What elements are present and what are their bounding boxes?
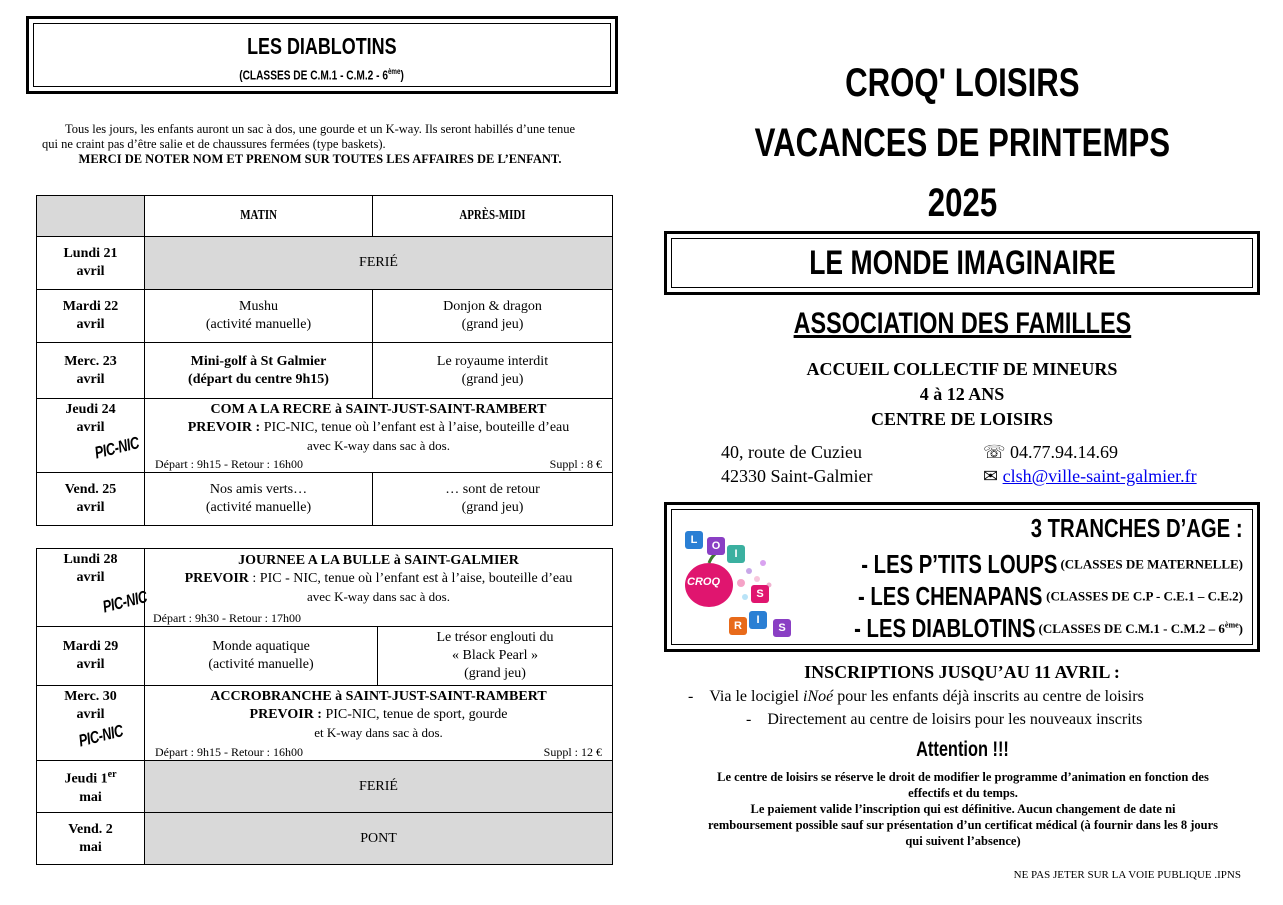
day-label: Vend. 25 avril xyxy=(37,473,145,526)
table-row xyxy=(37,473,613,526)
schedule-week-1 xyxy=(36,195,613,526)
table-row xyxy=(37,549,613,627)
email-link[interactable]: clsh@ville-saint-galmier.fr xyxy=(1002,466,1197,486)
logo-letter: L xyxy=(685,531,703,549)
logo-letter: S xyxy=(751,585,769,603)
morning-activity: Nos amis verts… (activité manuelle) xyxy=(145,473,373,526)
logo-letter: R xyxy=(729,617,747,635)
schedule-week-2 xyxy=(36,548,613,865)
logo-letter: S xyxy=(773,619,791,637)
outing-cell: ACCROBRANCHE à SAINT-JUST-SAINT-RAMBERT PREVOIR : PIC-NIC, tenue de sport, gourde et K-way dans sac à dos. Départ : 9h15 - Retour : 16h00 Suppl : 12 € xyxy=(145,686,613,761)
mail-icon: ✉ xyxy=(983,466,999,486)
afternoon-activity: Donjon & dragon (grand jeu) xyxy=(373,290,613,343)
morning-activity: Monde aquatique (activité manuelle) xyxy=(145,627,378,686)
day-label: Vend. 2 mai xyxy=(37,813,145,865)
afternoon-activity: … sont de retour (grand jeu) xyxy=(373,473,613,526)
diablotins-subtitle: (CLASSES DE C.M.1 - C.M.2 - 6ème) xyxy=(239,66,405,82)
day-label: Merc. 23 avril xyxy=(37,343,145,399)
table-row xyxy=(37,813,613,865)
footer-note: NE PAS JETER SUR LA VOIE PUBLIQUE .IPNS xyxy=(1013,869,1241,881)
day-label: Mardi 29 avril xyxy=(37,627,145,686)
day-label: Merc. 30 avril PIC-NIC xyxy=(37,686,145,761)
picnic-stamp: PIC-NIC xyxy=(92,433,141,463)
logo-letter: O xyxy=(707,537,725,555)
bridge-day-cell: PONT xyxy=(145,813,613,865)
day-label: Lundi 28 avril PIC-NIC xyxy=(37,549,145,627)
table-row xyxy=(37,237,613,290)
age-group-2: - LES CHENAPANS (CLASSES DE C.P - C.E.1 – C.E.2) xyxy=(858,581,1243,611)
day-label: Jeudi 1er mai xyxy=(37,761,145,813)
afternoon-activity: Le royaume interdit (grand jeu) xyxy=(373,343,613,399)
logo-word: CROQ xyxy=(687,576,720,588)
contact xyxy=(983,440,1197,488)
day-label: Lundi 21 avril xyxy=(37,237,145,290)
header-matin: MATIN xyxy=(145,196,373,237)
association-title: ASSOCIATION DES FAMILLES xyxy=(793,307,1131,340)
inscriptions-title: INSCRIPTIONS JUSQU’AU 11 AVRIL : xyxy=(804,662,1120,682)
outing-cell: JOURNEE A LA BULLE à SAINT-GALMIER PREVOIR : PIC - NIC, tenue où l’enfant est à l’aise, bouteille d’eau avec K-way dans sac à dos. Départ : 9h30 - Retour : 17h00 xyxy=(145,549,613,627)
warning-text: Le centre de loisirs se réserve le droit de modifier le programme d’animation en fonction des effectifs et du temps. Le paiement valide l’inscription qui est définitive. Aucun changement de date ni remboursement possible sauf sur présentation d’un certificat médical (à fournir dans les 8 jours qui suivent l’absence) xyxy=(707,770,1219,848)
table-row xyxy=(37,290,613,343)
age-group-1: - LES P’TITS LOUPS (CLASSES DE MATERNELLE) xyxy=(861,549,1243,579)
day-label: Jeudi 24 avril PIC-NIC xyxy=(37,399,145,473)
age-groups-box xyxy=(664,502,1260,652)
attention-title: Attention !!! xyxy=(915,738,1009,761)
holiday-cell: FERIÉ xyxy=(145,237,613,290)
day-label: Mardi 22 avril xyxy=(37,290,145,343)
table-row xyxy=(37,761,613,813)
morning-activity: Mushu (activité manuelle) xyxy=(145,290,373,343)
morning-activity: Mini-golf à St Galmier (départ du centre 9h15) xyxy=(145,343,373,399)
outing-cell: COM A LA RECRE à SAINT-JUST-SAINT-RAMBERT PREVOIR : PIC-NIC, tenue où l’enfant est à l’aise, bouteille d’eau avec K-way dans sac à dos. Départ : 9h15 - Retour : 16h00 Suppl : 8 € xyxy=(145,399,613,473)
logo-letter: I xyxy=(727,545,745,563)
table-row xyxy=(37,399,613,473)
main-title: CROQ' LOISIRS VACANCES DE PRINTEMPS 2025 xyxy=(754,61,1170,225)
croq-loisirs-logo xyxy=(679,523,797,641)
table-row xyxy=(37,343,613,399)
address: 40, route de Cuzieu 42330 Saint-Galmier xyxy=(721,442,873,486)
picnic-stamp: PIC-NIC xyxy=(76,721,125,751)
intro-text: Tous les jours, les enfants auront un sac à dos, une gourde et un K-way. Ils seront habillés d’une tenue qui ne craint pas d’être salie et de chaussures fermées (type baskets). MERCI DE NOTER NOM ET PRENOM SUR TOUTES LES AFFAIRES DE L’ENFANT. xyxy=(42,122,575,166)
table-row xyxy=(37,627,613,686)
phone-icon: ☏ xyxy=(983,442,1006,462)
picnic-stamp: PIC-NIC xyxy=(100,587,149,617)
theme-title: LE MONDE IMAGINAIRE xyxy=(808,244,1116,282)
accueil-block: ACCUEIL COLLECTIF DE MINEURS 4 à 12 ANS CENTRE DE LOISIRS xyxy=(806,359,1118,429)
age-group-3: - LES DIABLOTINS (CLASSES DE C.M.1 - C.M.2 – 6ème) xyxy=(853,613,1243,643)
header-empty-cell xyxy=(37,196,145,237)
holiday-cell: FERIÉ xyxy=(145,761,613,813)
table-header-row xyxy=(37,196,613,237)
age-groups-title: 3 TRANCHES D’AGE : xyxy=(1031,513,1243,543)
theme-box xyxy=(664,231,1260,295)
table-row xyxy=(37,686,613,761)
inscription-item: - Via le locigiel iNoé pour les enfants déjà inscrits au centre de loisirs xyxy=(688,688,1144,705)
afternoon-activity: Le trésor englouti du « Black Pearl » (grand jeu) xyxy=(378,627,613,686)
diablotins-title: LES DIABLOTINS xyxy=(247,33,397,59)
phone-number: 04.77.94.14.69 xyxy=(1010,442,1119,462)
logo-letter: I xyxy=(749,611,767,629)
header-apres-midi: APRÈS-MIDI xyxy=(373,196,613,237)
inscription-item: - Directement au centre de loisirs pour les nouveaux inscrits xyxy=(746,711,1143,728)
diablotins-header-box xyxy=(26,16,618,94)
